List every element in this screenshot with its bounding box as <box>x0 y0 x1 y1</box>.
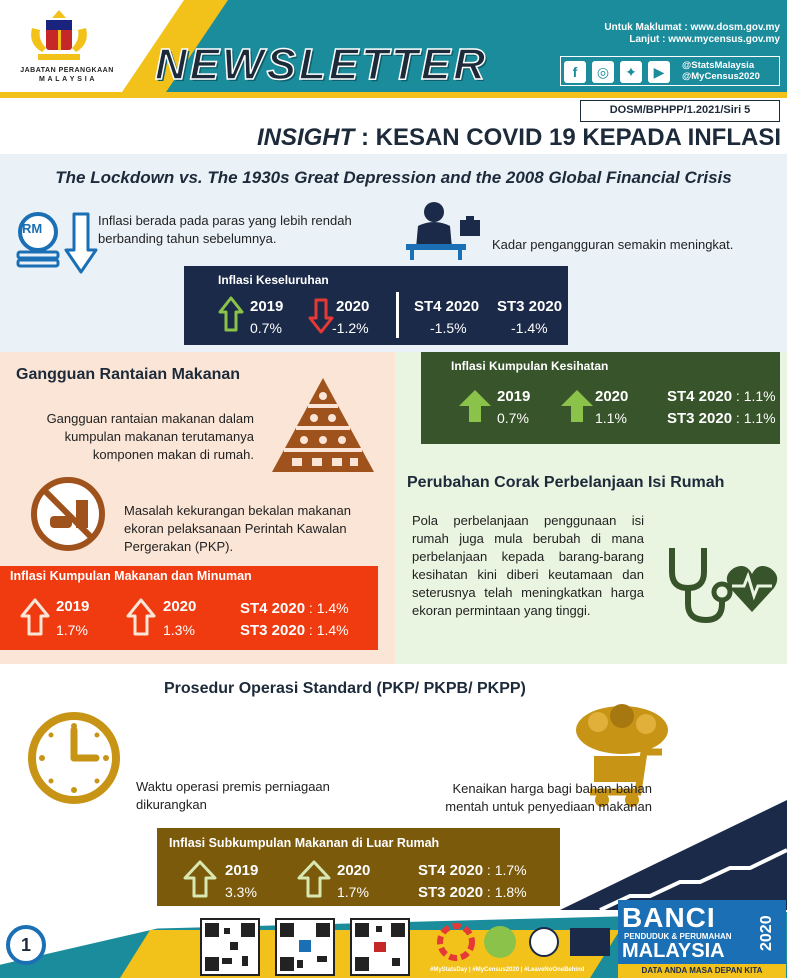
coins-icon <box>12 210 70 272</box>
overall-2019-label: 2019 <box>250 298 284 315</box>
overall-2019-value: 0.7% <box>250 320 282 336</box>
arrow-up-icon <box>297 860 331 898</box>
overall-st3-value: -1.4% <box>511 320 548 336</box>
health-2019-value: 0.7% <box>497 410 529 426</box>
twitter-icon[interactable]: ✦ <box>620 61 642 83</box>
health-2019-label: 2019 <box>497 388 531 405</box>
health-st4-label: ST4 2020 <box>667 388 733 405</box>
overall-title: Inflasi Keseluruhan <box>218 273 329 287</box>
subtitle: The Lockdown vs. The 1930s Great Depression and the 2008 Global Financial Crisis <box>55 168 732 187</box>
food-chain-heading: Gangguan Rantaian Makanan <box>16 366 241 383</box>
stairs-decoration <box>560 800 787 910</box>
food-chain-text-2: Masalah kekurangan bekalan makanan ekoran pelaksanaan Perintah Kawalan Pergerakan (PKP). <box>124 503 351 554</box>
sop-text-right: Kenaikan harga bagi bahan-bahan mentah untuk penyediaan makanan <box>445 781 652 814</box>
overall-divider <box>396 292 399 338</box>
outside-food-inflation-box <box>157 828 560 906</box>
food-st3-value: : 1.4% <box>305 622 349 638</box>
census-brand <box>618 900 786 978</box>
arrow-up-icon <box>218 296 244 332</box>
sop-heading: Prosedur Operasi Standard (PKP/ PKPB/ PKPP) <box>164 680 526 697</box>
outside-2019-label: 2019 <box>225 862 259 879</box>
stethoscope-heart-icon <box>662 542 782 626</box>
main-title-rest: : KESAN COVID 19 KEPADA INFLASI <box>354 124 781 151</box>
census-line1: BANCI <box>622 902 716 933</box>
instagram-icon[interactable]: ◎ <box>592 61 614 83</box>
outside-st3-value: : 1.8% <box>483 884 527 900</box>
health-st3-label: ST3 2020 <box>667 410 733 427</box>
health-2020-value: 1.1% <box>595 410 627 426</box>
overall-inflation-box <box>184 266 568 345</box>
overall-2020-value: -1.2% <box>332 320 369 336</box>
newsletter-title: NEWSLETTER <box>155 40 489 89</box>
outside-2020-label: 2020 <box>337 862 371 879</box>
spending-heading: Perubahan Corak Perbelanjaan Isi Rumah <box>407 474 725 491</box>
health-st3-value: : 1.1% <box>732 410 776 426</box>
unemployment-text: Kadar pengangguran semakin meningkat. <box>492 237 734 252</box>
arrow-up-icon <box>559 388 595 424</box>
agency-name <box>8 66 126 84</box>
main-title-insight: INSIGHT <box>256 124 355 151</box>
food-pyramid-icon <box>270 376 376 476</box>
census-line3: MALAYSIA <box>622 940 725 962</box>
arrow-down-outline-icon <box>64 212 98 274</box>
food-st3-label: ST3 2020 <box>240 622 306 639</box>
census-line2: PENDUDUK & PERUMAHAN <box>624 932 732 941</box>
overall-2020-label: 2020 <box>336 298 370 315</box>
youtube-icon[interactable]: ▶ <box>648 61 670 83</box>
qr-code-3[interactable] <box>350 918 410 976</box>
header-bottom-stripe <box>0 92 787 98</box>
outside-st4-label: ST4 2020 <box>418 862 484 879</box>
overall-st4-value: -1.5% <box>430 320 467 336</box>
arrow-down-icon <box>308 298 334 334</box>
sop-text-left: Waktu operasi premis perniagaan dikurangkan <box>136 779 330 812</box>
food-2020-value: 1.3% <box>163 622 195 638</box>
footer-hashtags: #MyStatsDay | #MyCensus2020 | #LeaveNoOneBehind <box>430 967 585 973</box>
arrow-up-icon <box>20 598 50 636</box>
food-st4-value: : 1.4% <box>305 600 349 616</box>
food-title: Inflasi Kumpulan Makanan dan Minuman <box>10 569 252 583</box>
reference-code: DOSM/BPHPP/1.2021/Siri 5 <box>580 100 780 122</box>
info-lines: Untuk Maklumat : www.dosm.gov.my Lanjut : www.mycensus.gov.my <box>604 22 780 45</box>
food-chain-text-1: Gangguan rantaian makanan dalam kumpulan makanan terutamanya komponen makan di rumah. <box>46 411 254 462</box>
overall-st3-label: ST3 2020 <box>497 298 563 315</box>
page-number: 1 <box>6 925 46 965</box>
social-handle-1[interactable]: @StatsMalaysia <box>682 60 755 71</box>
info-url-1[interactable]: www.dosm.gov.my <box>690 22 780 33</box>
census-year: 2020 <box>758 915 775 951</box>
clock-icon <box>26 710 122 806</box>
agency-name-line2: M A L A Y S I A <box>39 76 95 83</box>
info-label-2: Lanjut <box>629 34 660 45</box>
health-inflation-box <box>421 352 780 444</box>
info-url-2[interactable]: www.mycensus.gov.my <box>668 34 780 45</box>
social-handle-2[interactable]: @MyCensus2020 <box>682 71 760 82</box>
food-st4-label: ST4 2020 <box>240 600 306 617</box>
outside-2020-value: 1.7% <box>337 884 369 900</box>
qr-code-1[interactable] <box>200 918 260 976</box>
social-handles <box>682 60 760 82</box>
outside-st4-value: : 1.7% <box>483 862 527 878</box>
sdg-logos-icon <box>436 922 616 962</box>
main-title <box>0 124 781 152</box>
spending-text: Pola perbelanjaan penggunaan isi rumah juga mula berubah di mana perbelanjaan kepada barang-barang kesihatan kini diberi keutamaan dan seterusnya telah meningkatkan harga ekoran permintaan yang tinggi. <box>412 513 644 618</box>
health-st4-value: : 1.1% <box>732 388 776 404</box>
outside-st3-label: ST3 2020 <box>418 884 484 901</box>
facebook-icon[interactable]: f <box>564 61 586 83</box>
no-food-icon <box>30 476 106 552</box>
health-2020-label: 2020 <box>595 388 629 405</box>
food-inflation-box <box>0 566 378 650</box>
inflation-text: Inflasi berada pada paras yang lebih rendah berbanding tahun sebelumnya. <box>98 213 352 246</box>
census-tagline: DATA ANDA MASA DEPAN KITA <box>618 964 786 978</box>
overall-st4-label: ST4 2020 <box>414 298 480 315</box>
food-2019-value: 1.7% <box>56 622 88 638</box>
outside-2019-value: 3.3% <box>225 884 257 900</box>
arrow-up-icon <box>126 598 156 636</box>
arrow-up-icon <box>457 388 493 424</box>
agency-name-line1: JABATAN PERANGKAAN <box>20 67 114 74</box>
malaysia-crest-icon <box>24 8 94 66</box>
arrow-up-icon <box>183 860 217 898</box>
outside-title: Inflasi Subkumpulan Makanan di Luar Rumah <box>169 836 440 850</box>
rm-label: RM <box>22 221 43 236</box>
unemployed-person-icon <box>404 200 492 260</box>
qr-code-2[interactable] <box>275 918 335 976</box>
info-label-1: Untuk Maklumat <box>604 22 682 33</box>
food-2019-label: 2019 <box>56 598 90 615</box>
health-title: Inflasi Kumpulan Kesihatan <box>451 359 609 373</box>
food-2020-label: 2020 <box>163 598 197 615</box>
